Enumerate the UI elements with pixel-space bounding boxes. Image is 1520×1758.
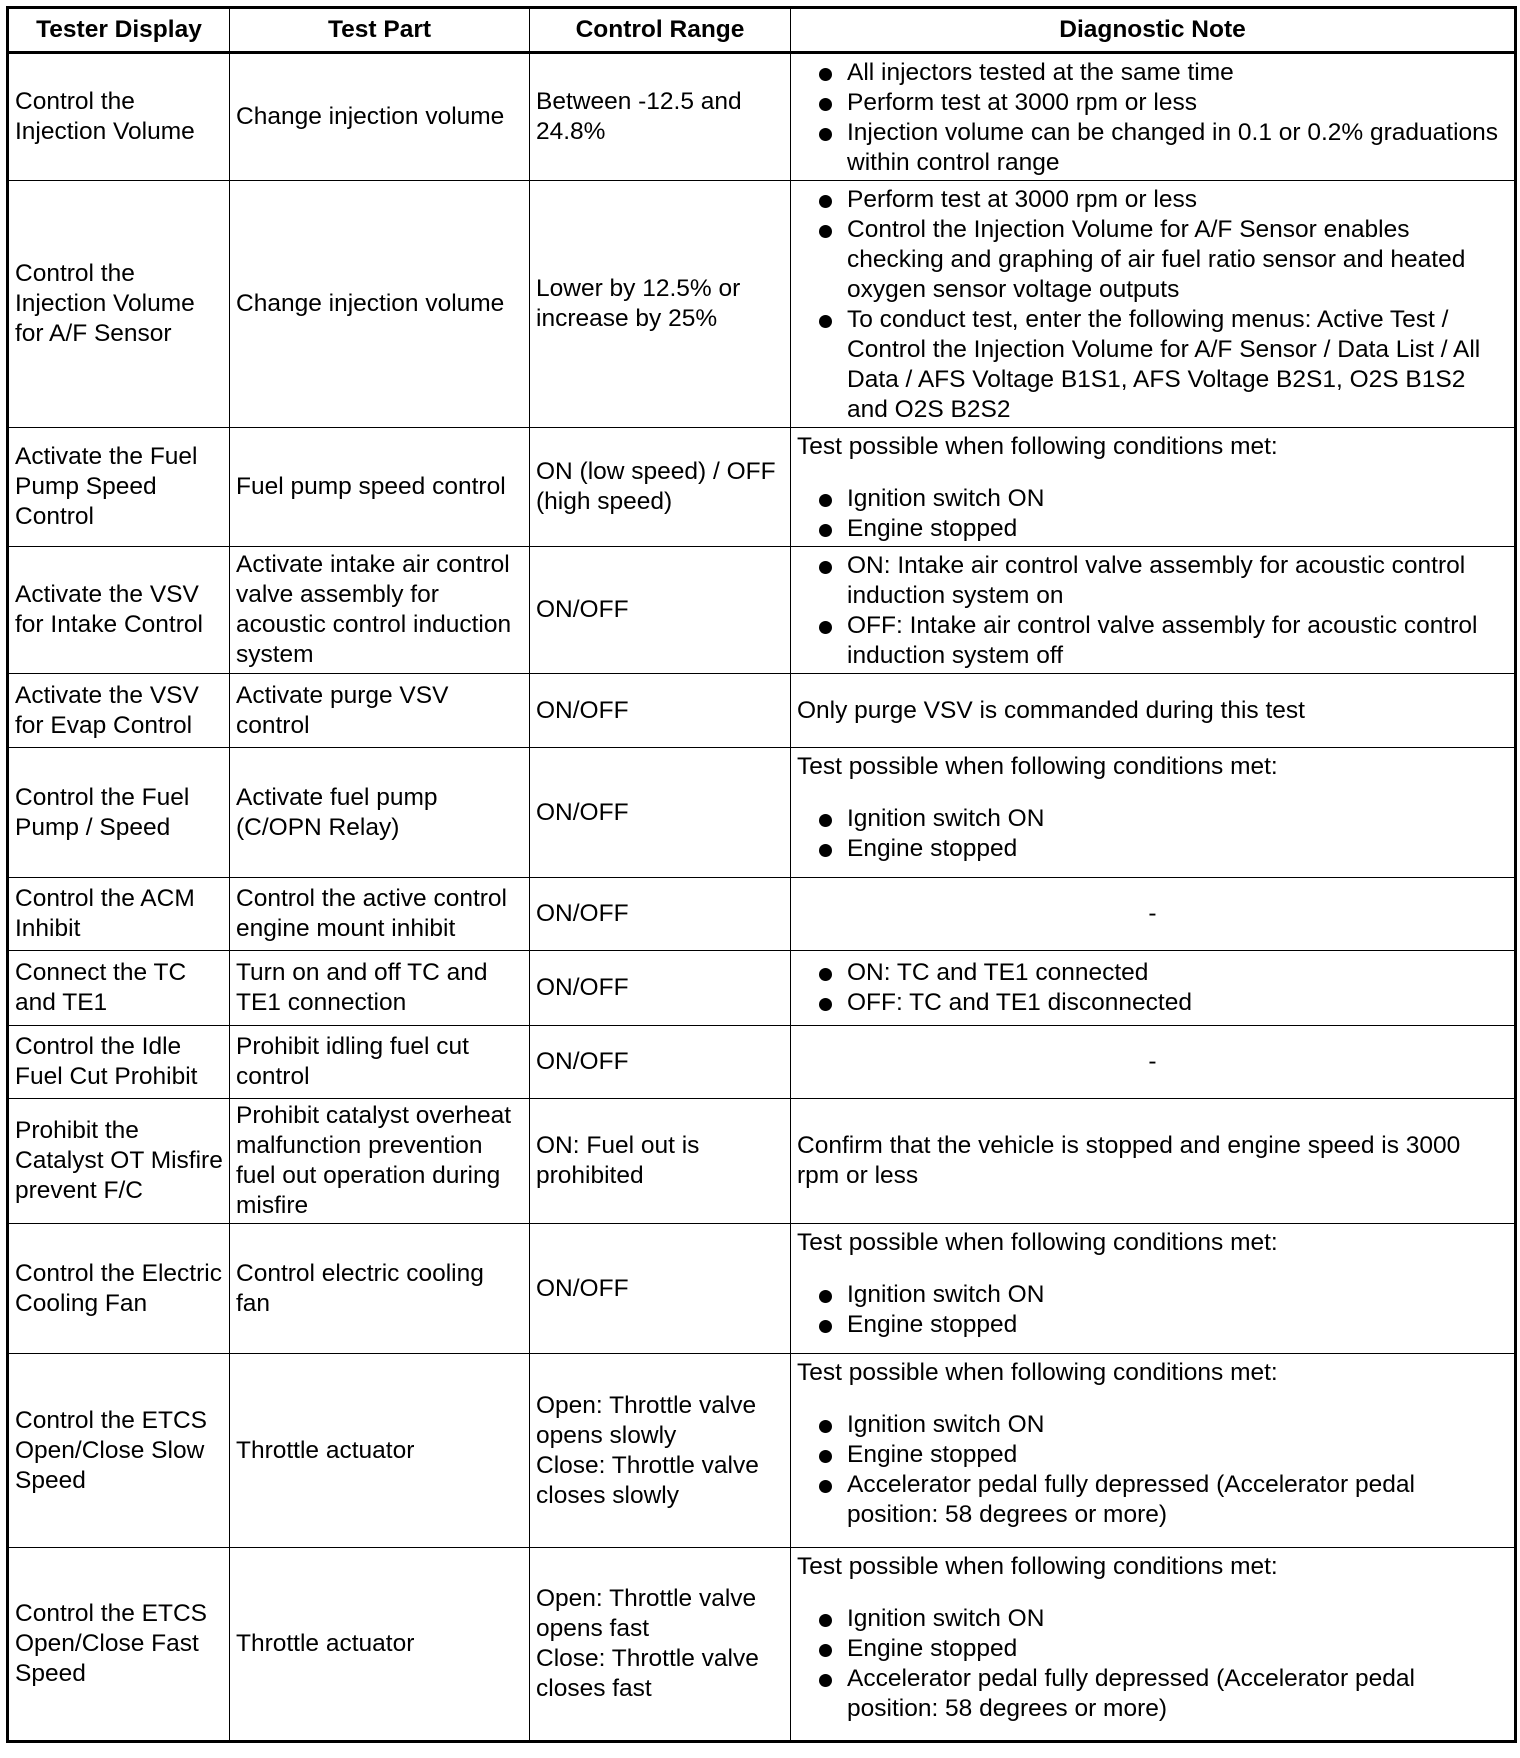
table-row: [8, 878, 1516, 951]
note-bullet-list: [797, 1604, 1508, 1724]
note-bullet: Ignition switch ON: [797, 484, 1508, 514]
table-row: [8, 1224, 1516, 1354]
tester-display-cell: Control the Fuel Pump / Speed: [8, 748, 230, 878]
tester-display-cell: Activate the VSV for Evap Control: [8, 674, 230, 748]
table-row: [8, 1354, 1516, 1548]
test-part-cell: Prohibit catalyst overheat malfunction prevention fuel out operation during misfire: [230, 1099, 530, 1224]
tester-display-cell: Control the Injection Volume for A/F Sensor: [8, 181, 230, 428]
note-intro-text: Test possible when following conditions met:: [797, 1553, 1278, 1580]
diagnostic-note-cell: Confirm that the vehicle is stopped and engine speed is 3000 rpm or less: [791, 1099, 1516, 1224]
tester-display-cell: Control the ETCS Open/Close Slow Speed: [8, 1354, 230, 1548]
table-row: [8, 1548, 1516, 1742]
diagnostic-note-cell: [791, 951, 1516, 1026]
test-part-cell: Throttle actuator: [230, 1354, 530, 1548]
note-bullet: ON: TC and TE1 connected: [797, 958, 1508, 988]
diagnostic-note-cell: -: [791, 1026, 1516, 1099]
note-bullet: Accelerator pedal fully depressed (Accelerator pedal position: 58 degrees or more): [797, 1664, 1508, 1724]
table-row: [8, 181, 1516, 428]
control-range-cell: ON/OFF: [530, 1224, 791, 1354]
tester-display-cell: Control the Injection Volume: [8, 53, 230, 181]
note-bullet-list: [797, 958, 1508, 1018]
note-bullet: Perform test at 3000 rpm or less: [797, 88, 1508, 118]
note-bullet-list: [797, 484, 1508, 544]
header-tester-display: Tester Display: [8, 8, 230, 53]
diagnostic-note-cell: [791, 1354, 1516, 1548]
note-bullet-list: [797, 804, 1508, 864]
note-bullet: OFF: TC and TE1 disconnected: [797, 988, 1508, 1018]
note-bullet: Engine stopped: [797, 1634, 1508, 1664]
test-part-cell: Activate purge VSV control: [230, 674, 530, 748]
table-row: [8, 674, 1516, 748]
table-row: [8, 53, 1516, 181]
note-bullet: All injectors tested at the same time: [797, 58, 1508, 88]
table-row: [8, 428, 1516, 547]
control-range-cell: ON/OFF: [530, 748, 791, 878]
note-bullet: Injection volume can be changed in 0.1 or 0.2% graduations within control range: [797, 118, 1508, 178]
header-control-range: Control Range: [530, 8, 791, 53]
note-bullet-list: [797, 551, 1508, 671]
test-part-cell: Throttle actuator: [230, 1548, 530, 1742]
diagnostic-note-cell: [791, 748, 1516, 878]
control-range-cell: ON (low speed) / OFF (high speed): [530, 428, 791, 547]
control-range-cell: ON/OFF: [530, 547, 791, 674]
note-intro-text: Test possible when following conditions met:: [797, 1229, 1278, 1256]
table-row: [8, 1026, 1516, 1099]
note-bullet-list: [797, 58, 1508, 178]
table-row: [8, 951, 1516, 1026]
note-bullet: Engine stopped: [797, 514, 1508, 544]
note-bullet: Engine stopped: [797, 1310, 1508, 1340]
header-diagnostic-note: Diagnostic Note: [791, 8, 1516, 53]
tester-display-cell: Connect the TC and TE1: [8, 951, 230, 1026]
table-row: [8, 1099, 1516, 1224]
table-row: [8, 748, 1516, 878]
test-part-cell: Activate fuel pump (C/OPN Relay): [230, 748, 530, 878]
test-part-cell: Change injection volume: [230, 181, 530, 428]
note-intro-text: Test possible when following conditions met:: [797, 1359, 1278, 1386]
tester-display-cell: Control the Idle Fuel Cut Prohibit: [8, 1026, 230, 1099]
control-range-cell: Between -12.5 and 24.8%: [530, 53, 791, 181]
note-bullet-list: [797, 185, 1508, 425]
tester-display-cell: Control the ACM Inhibit: [8, 878, 230, 951]
tester-display-cell: Control the Electric Cooling Fan: [8, 1224, 230, 1354]
table-row: [8, 547, 1516, 674]
control-range-cell: ON/OFF: [530, 1026, 791, 1099]
note-intro-text: Test possible when following conditions met:: [797, 433, 1278, 460]
note-bullet: Ignition switch ON: [797, 1604, 1508, 1634]
control-range-cell: ON/OFF: [530, 878, 791, 951]
note-bullet: To conduct test, enter the following menus: Active Test / Control the Injection Volume for A/F Sensor / Data List / All Data / AFS Voltage B1S1, AFS Voltage B2S1, O2S B1S2 and O2S B2S2: [797, 305, 1508, 425]
control-range-cell: ON/OFF: [530, 674, 791, 748]
header-test-part: Test Part: [230, 8, 530, 53]
test-part-cell: Turn on and off TC and TE1 connection: [230, 951, 530, 1026]
tester-display-cell: Activate the Fuel Pump Speed Control: [8, 428, 230, 547]
note-bullet: Engine stopped: [797, 834, 1508, 864]
test-part-cell: Control electric cooling fan: [230, 1224, 530, 1354]
active-test-table: [6, 6, 1517, 1743]
diagnostic-note-cell: [791, 428, 1516, 547]
tester-display-cell: Control the ETCS Open/Close Fast Speed: [8, 1548, 230, 1742]
note-bullet: Engine stopped: [797, 1440, 1508, 1470]
control-range-cell: Lower by 12.5% or increase by 25%: [530, 181, 791, 428]
diagnostic-note-cell: [791, 1548, 1516, 1742]
header-row: [8, 8, 1516, 53]
diagnostic-note-cell: [791, 547, 1516, 674]
note-bullet-list: [797, 1280, 1508, 1340]
test-part-cell: Prohibit idling fuel cut control: [230, 1026, 530, 1099]
test-part-cell: Control the active control engine mount inhibit: [230, 878, 530, 951]
diagnostic-note-cell: [791, 1224, 1516, 1354]
control-range-cell: ON: Fuel out is prohibited: [530, 1099, 791, 1224]
note-bullet-list: [797, 1410, 1508, 1530]
note-bullet: Perform test at 3000 rpm or less: [797, 185, 1508, 215]
note-bullet: OFF: Intake air control valve assembly for acoustic control induction system off: [797, 611, 1508, 671]
test-part-cell: Change injection volume: [230, 53, 530, 181]
diagnostic-note-cell: Only purge VSV is commanded during this test: [791, 674, 1516, 748]
test-part-cell: Activate intake air control valve assembly for acoustic control induction system: [230, 547, 530, 674]
diagnostic-note-cell: [791, 53, 1516, 181]
control-range-cell: Open: Throttle valve opens fast Close: Throttle valve closes fast: [530, 1548, 791, 1742]
note-bullet: Control the Injection Volume for A/F Sensor enables checking and graphing of air fuel ratio sensor and heated oxygen sensor voltage outputs: [797, 215, 1508, 305]
note-bullet: Accelerator pedal fully depressed (Accelerator pedal position: 58 degrees or more): [797, 1470, 1508, 1530]
control-range-cell: Open: Throttle valve opens slowly Close: Throttle valve closes slowly: [530, 1354, 791, 1548]
tester-display-cell: Activate the VSV for Intake Control: [8, 547, 230, 674]
note-bullet: Ignition switch ON: [797, 804, 1508, 834]
diagnostic-note-cell: [791, 181, 1516, 428]
test-part-cell: Fuel pump speed control: [230, 428, 530, 547]
tester-display-cell: Prohibit the Catalyst OT Misfire prevent F/C: [8, 1099, 230, 1224]
note-bullet: Ignition switch ON: [797, 1410, 1508, 1440]
note-intro-text: Test possible when following conditions met:: [797, 753, 1278, 780]
diagnostic-note-cell: -: [791, 878, 1516, 951]
note-bullet: ON: Intake air control valve assembly for acoustic control induction system on: [797, 551, 1508, 611]
control-range-cell: ON/OFF: [530, 951, 791, 1026]
note-bullet: Ignition switch ON: [797, 1280, 1508, 1310]
